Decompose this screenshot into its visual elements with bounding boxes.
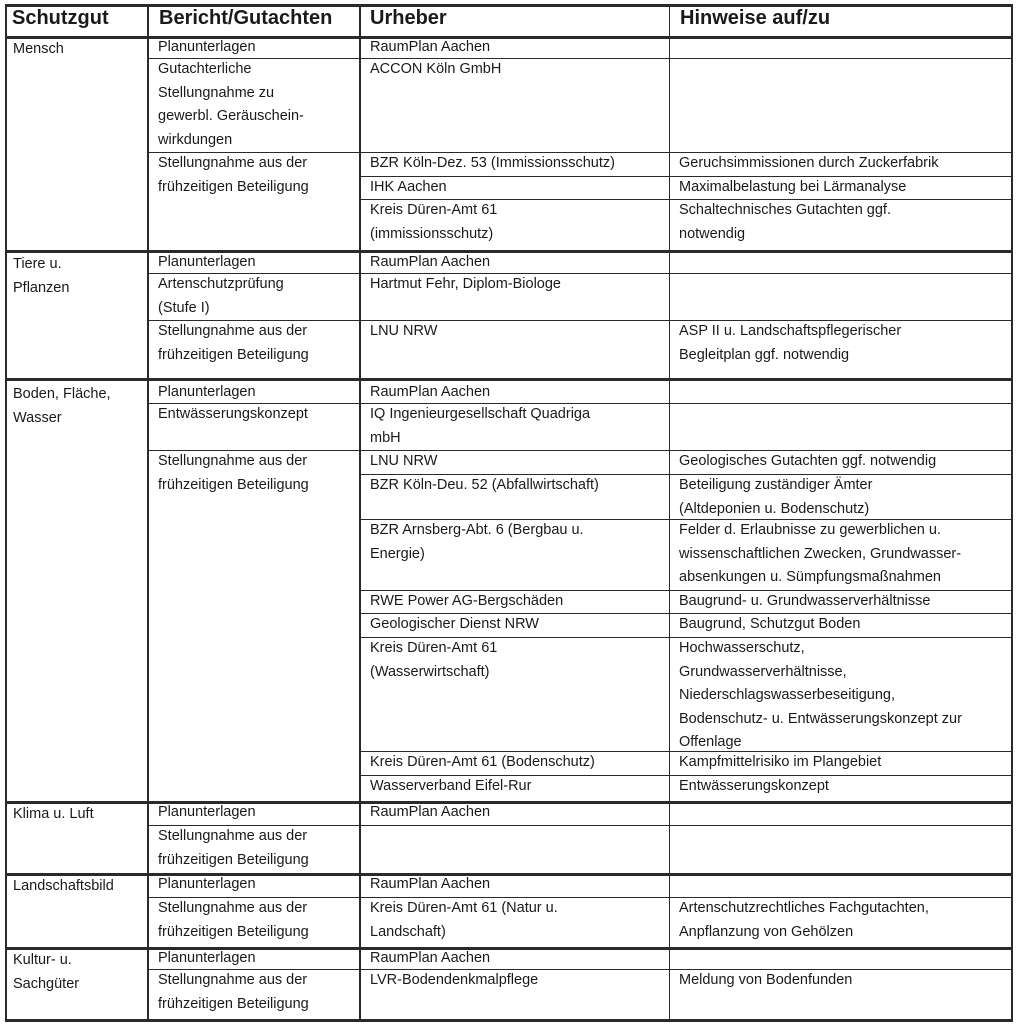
table-border-right [1011, 4, 1013, 1019]
urheber-cell: Kreis Düren-Amt 61 (Wasserwirtschaft) [370, 640, 498, 680]
bericht-cell: Planunterlagen [158, 254, 256, 270]
header-bericht: Bericht/Gutachten [159, 7, 333, 29]
schutzgut-label: Klima u. Luft [13, 806, 94, 822]
urheber-cell: BZR Arnsberg-Abt. 6 (Bergbau u. Energie) [370, 522, 584, 562]
hinweise-cell: Artenschutzrechtliches Fachgutachten, Anpflanzung von Gehölzen [679, 900, 929, 940]
hinweise-cell: Maximalbelastung bei Lärmanalyse [679, 179, 907, 195]
urheber-cell: RaumPlan Aachen [370, 39, 491, 55]
urheber-cell: LNU NRW [370, 323, 438, 339]
bericht-cell: Stellungnahme aus der frühzeitigen Beteiligung [158, 828, 309, 868]
bericht-cell: Planunterlagen [158, 950, 256, 966]
schutzgut-label: Mensch [13, 41, 64, 57]
hinweise-cell: Schaltechnisches Gutachten ggf. notwendig [679, 202, 891, 242]
header-urheber: Urheber [370, 7, 447, 29]
hinweise-cell: Kampfmittelrisiko im Plangebiet [679, 754, 882, 770]
hinweise-cell: Hochwasserschutz, Grundwasserverhältnisse, Niederschlagswasserbeseitigung, Bodenschutz- u. Entwässerungskonzept zur Offenlage [679, 640, 962, 750]
hinweise-cell: Beteiligung zuständiger Ämter (Altdeponien u. Bodenschutz) [679, 477, 873, 517]
bericht-cell: Stellungnahme aus der frühzeitigen Beteiligung [158, 155, 309, 195]
urheber-cell: Kreis Düren-Amt 61 (immissionsschutz) [370, 202, 498, 242]
bericht-cell: Stellungnahme aus der frühzeitigen Beteiligung [158, 972, 309, 1012]
hinweise-cell: Baugrund, Schutzgut Boden [679, 616, 861, 632]
hinweise-cell: Meldung von Bodenfunden [679, 972, 853, 988]
schutzgut-label: Kultur- u. Sachgüter [13, 952, 80, 992]
urheber-cell: RaumPlan Aachen [370, 384, 491, 400]
urheber-cell: Wasserverband Eifel-Rur [370, 778, 532, 794]
schutzgut-label: Boden, Fläche, Wasser [13, 386, 111, 426]
hinweise-cell: Felder d. Erlaubnisse zu gewerblichen u. wissenschaftlichen Zwecken, Grundwasser- absenkungen u. Sümpfungsmaßnahmen [679, 522, 962, 585]
urheber-cell: Geologischer Dienst NRW [370, 616, 539, 632]
urheber-cell: BZR Köln-Deu. 52 (Abfallwirtschaft) [370, 477, 599, 493]
bericht-cell: Planunterlagen [158, 39, 256, 55]
hinweise-cell: Entwässerungskonzept [679, 778, 829, 794]
urheber-cell: RaumPlan Aachen [370, 950, 491, 966]
urheber-cell: BZR Köln-Dez. 53 (Immissionsschutz) [370, 155, 615, 171]
column-separator-1 [147, 4, 149, 1019]
hinweise-cell: Geologisches Gutachten ggf. notwendig [679, 453, 937, 469]
schutzgut-label: Landschaftsbild [13, 878, 114, 894]
bericht-cell: Artenschutzprüfung (Stufe I) [158, 276, 284, 316]
bericht-cell: Stellungnahme aus der frühzeitigen Beteiligung [158, 900, 309, 940]
bericht-cell: Planunterlagen [158, 876, 256, 892]
urheber-cell: IHK Aachen [370, 179, 447, 195]
bericht-cell: Entwässerungskonzept [158, 406, 308, 422]
schutzgut-label: Tiere u. Pflanzen [13, 256, 70, 296]
urheber-cell: IQ Ingenieurgesellschaft Quadriga mbH [370, 406, 591, 446]
bericht-cell: Stellungnahme aus der frühzeitigen Beteiligung [158, 323, 309, 363]
urheber-cell: Hartmut Fehr, Diplom-Biologe [370, 276, 561, 292]
urheber-cell: RaumPlan Aachen [370, 876, 491, 892]
bericht-cell: Stellungnahme aus der frühzeitigen Beteiligung [158, 453, 309, 493]
header-hinweise: Hinweise auf/zu [680, 7, 831, 29]
column-separator-2 [359, 4, 361, 1019]
urheber-cell: LVR-Bodendenkmalpflege [370, 972, 539, 988]
row-separator [359, 825, 1013, 826]
urheber-cell: RaumPlan Aachen [370, 254, 491, 270]
table-border-top [5, 4, 1013, 7]
urheber-cell: LNU NRW [370, 453, 438, 469]
urheber-cell: Kreis Düren-Amt 61 (Bodenschutz) [370, 754, 595, 770]
urheber-cell: RWE Power AG-Bergschäden [370, 593, 564, 609]
column-separator-3 [669, 4, 670, 1019]
bericht-cell: Gutachterliche Stellungnahme zu gewerbl. Geräuschein- wirkdungen [158, 61, 304, 148]
hinweise-cell: Baugrund- u. Grundwasserverhältnisse [679, 593, 931, 609]
bericht-cell: Planunterlagen [158, 804, 256, 820]
urheber-cell: RaumPlan Aachen [370, 804, 491, 820]
bericht-cell: Planunterlagen [158, 384, 256, 400]
header-schutzgut: Schutzgut [12, 7, 109, 29]
hinweise-cell: Geruchsimmissionen durch Zuckerfabrik [679, 155, 939, 171]
urheber-cell: ACCON Köln GmbH [370, 61, 502, 77]
group-separator [5, 1019, 1013, 1022]
urheber-cell: Kreis Düren-Amt 61 (Natur u. Landschaft) [370, 900, 558, 940]
hinweise-cell: ASP II u. Landschaftspflegerischer Begleitplan ggf. notwendig [679, 323, 902, 363]
table-border-left [5, 4, 7, 1019]
